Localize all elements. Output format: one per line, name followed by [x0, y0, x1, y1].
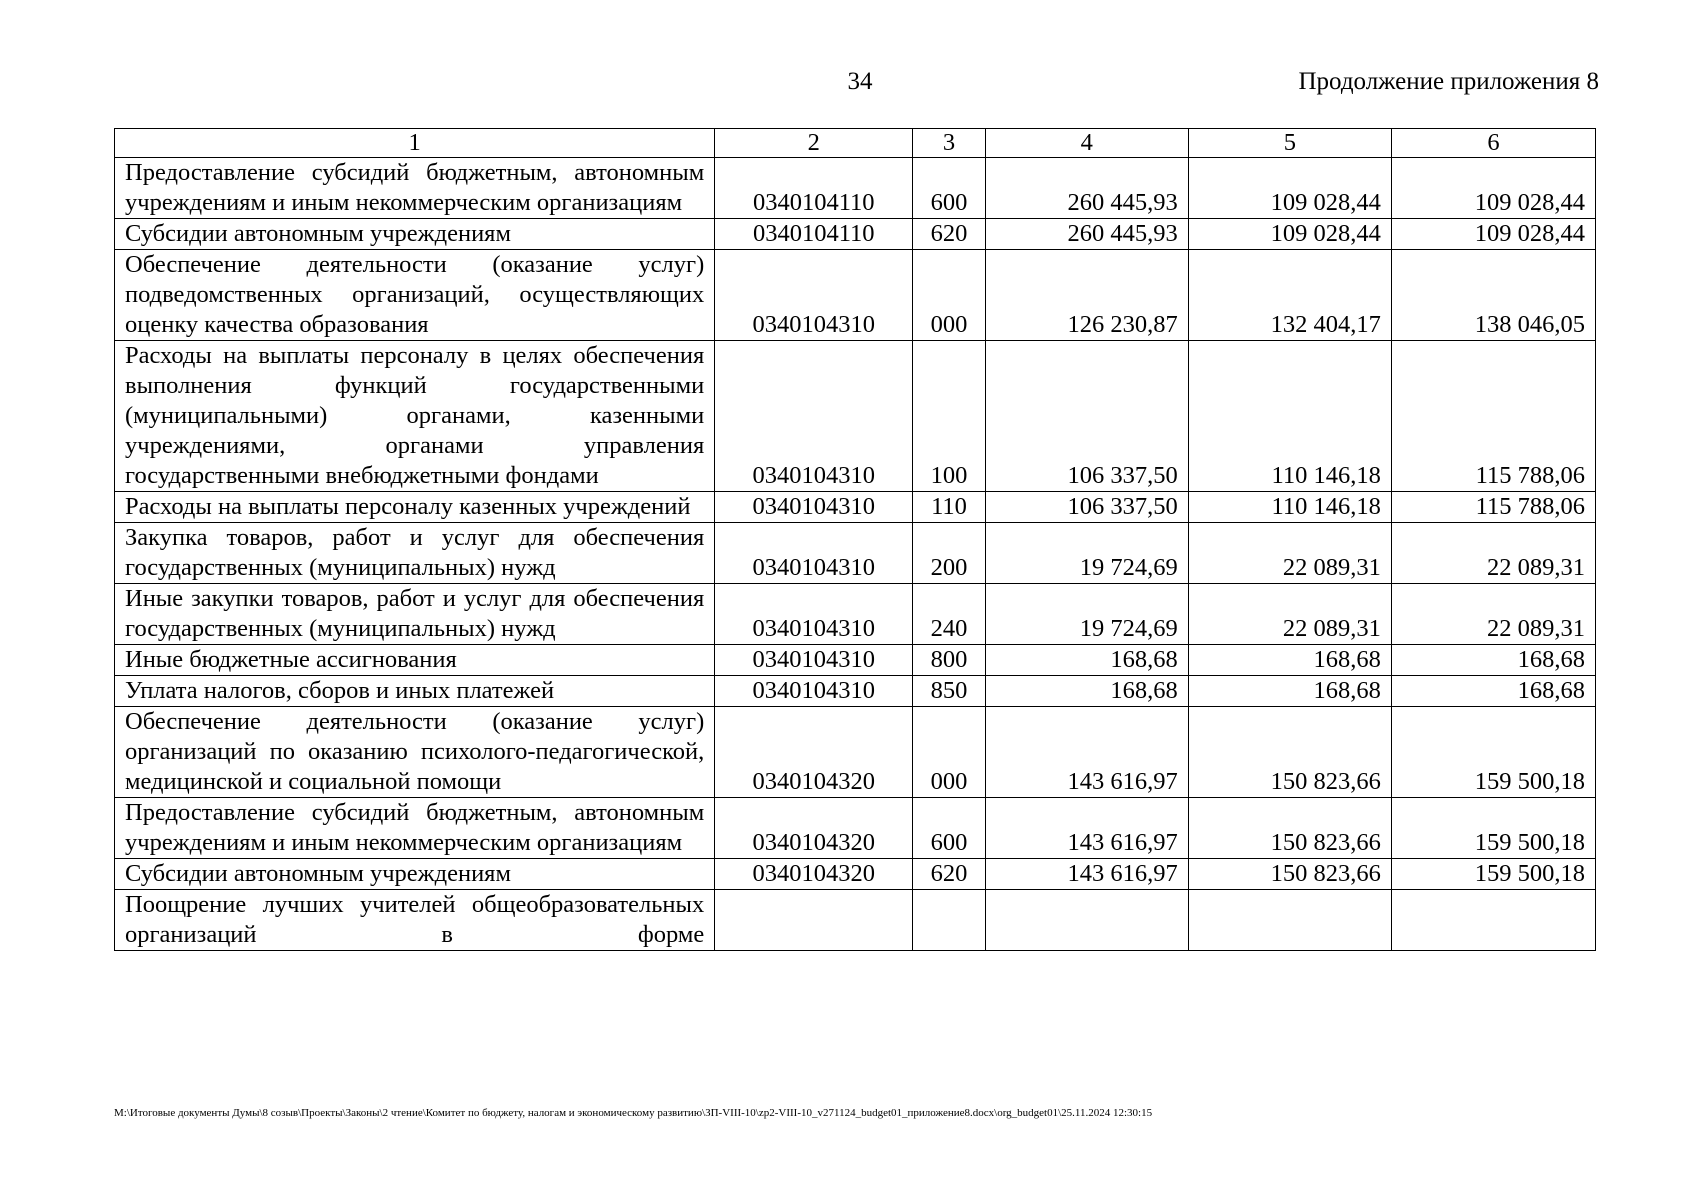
page-number: 34 — [847, 68, 873, 95]
amount-col6: 138 046,05 — [1391, 250, 1595, 341]
amount-col6: 22 089,31 — [1391, 584, 1595, 645]
amount-col5: 109 028,44 — [1188, 158, 1391, 219]
amount-col6: 22 089,31 — [1391, 523, 1595, 584]
column-header: 4 — [985, 129, 1188, 158]
target-article-code: 0340104310 — [715, 492, 913, 523]
expense-type-code: 850 — [913, 676, 985, 707]
target-article-code: 0340104310 — [715, 676, 913, 707]
amount-col5 — [1188, 890, 1391, 951]
expense-name: Обеспечение деятельности (оказание услуг) организаций по оказанию психолого-педагогической, медицинской и социальной помощи — [115, 707, 715, 798]
amount-col4: 143 616,97 — [985, 859, 1188, 890]
amount-col4: 260 445,93 — [985, 219, 1188, 250]
table-row — [115, 890, 1596, 951]
column-header: 2 — [715, 129, 913, 158]
expense-type-code: 110 — [913, 492, 985, 523]
amount-col5: 110 146,18 — [1188, 492, 1391, 523]
amount-col5: 110 146,18 — [1188, 341, 1391, 492]
column-header: 1 — [115, 129, 715, 158]
expense-name: Предоставление субсидий бюджетным, автономным учреждениям и иным некоммерческим организациям — [115, 798, 715, 859]
amount-col5: 168,68 — [1188, 676, 1391, 707]
expense-type-code — [913, 890, 985, 951]
target-article-code: 0340104310 — [715, 645, 913, 676]
amount-col4: 168,68 — [985, 645, 1188, 676]
amount-col6: 159 500,18 — [1391, 798, 1595, 859]
column-header: 6 — [1391, 129, 1595, 158]
expense-type-code: 600 — [913, 798, 985, 859]
appendix-continuation-title: Продолжение приложения 8 — [1298, 68, 1599, 95]
expense-name: Обеспечение деятельности (оказание услуг) подведомственных организаций, осуществляющих оценку качества образования — [115, 250, 715, 341]
target-article-code: 0340104320 — [715, 859, 913, 890]
table-row — [115, 584, 1596, 645]
column-header: 3 — [913, 129, 985, 158]
target-article-code: 0340104310 — [715, 584, 913, 645]
table-row — [115, 250, 1596, 341]
target-article-code: 0340104310 — [715, 250, 913, 341]
target-article-code: 0340104310 — [715, 341, 913, 492]
target-article-code: 0340104320 — [715, 707, 913, 798]
table-row — [115, 645, 1596, 676]
expense-type-code: 600 — [913, 158, 985, 219]
expense-name: Субсидии автономным учреждениям — [115, 859, 715, 890]
expense-type-code: 100 — [913, 341, 985, 492]
table-row — [115, 158, 1596, 219]
amount-col6 — [1391, 890, 1595, 951]
expense-type-code: 200 — [913, 523, 985, 584]
column-header: 5 — [1188, 129, 1391, 158]
target-article-code: 0340104110 — [715, 158, 913, 219]
expense-name: Уплата налогов, сборов и иных платежей — [115, 676, 715, 707]
amount-col6: 168,68 — [1391, 645, 1595, 676]
table-row — [115, 341, 1596, 492]
amount-col4: 19 724,69 — [985, 584, 1188, 645]
table-header-row — [115, 129, 1596, 158]
table-row — [115, 492, 1596, 523]
amount-col6: 168,68 — [1391, 676, 1595, 707]
amount-col5: 22 089,31 — [1188, 584, 1391, 645]
expense-name: Иные закупки товаров, работ и услуг для обеспечения государственных (муниципальных) нужд — [115, 584, 715, 645]
amount-col6: 115 788,06 — [1391, 341, 1595, 492]
amount-col4: 143 616,97 — [985, 798, 1188, 859]
table-row — [115, 859, 1596, 890]
amount-col4: 19 724,69 — [985, 523, 1188, 584]
table-row — [115, 219, 1596, 250]
amount-col5: 109 028,44 — [1188, 219, 1391, 250]
amount-col4: 126 230,87 — [985, 250, 1188, 341]
amount-col4: 168,68 — [985, 676, 1188, 707]
amount-col5: 132 404,17 — [1188, 250, 1391, 341]
expense-name: Субсидии автономным учреждениям — [115, 219, 715, 250]
expense-type-code: 620 — [913, 859, 985, 890]
expense-name: Предоставление субсидий бюджетным, автономным учреждениям и иным некоммерческим организациям — [115, 158, 715, 219]
amount-col6: 109 028,44 — [1391, 158, 1595, 219]
amount-col6: 109 028,44 — [1391, 219, 1595, 250]
target-article-code: 0340104110 — [715, 219, 913, 250]
amount-col6: 159 500,18 — [1391, 859, 1595, 890]
target-article-code: 0340104320 — [715, 798, 913, 859]
expense-type-code: 000 — [913, 707, 985, 798]
table-row — [115, 707, 1596, 798]
expense-type-code: 620 — [913, 219, 985, 250]
amount-col4: 143 616,97 — [985, 707, 1188, 798]
amount-col6: 115 788,06 — [1391, 492, 1595, 523]
target-article-code: 0340104310 — [715, 523, 913, 584]
expense-name: Иные бюджетные ассигнования — [115, 645, 715, 676]
target-article-code — [715, 890, 913, 951]
expense-name: Расходы на выплаты персоналу в целях обеспечения выполнения функций государственными (муниципальными) органами, казенными учреждениями, органами управления государственными внебюджетными фондами — [115, 341, 715, 492]
expense-name: Расходы на выплаты персоналу казенных учреждений — [115, 492, 715, 523]
amount-col5: 168,68 — [1188, 645, 1391, 676]
amount-col5: 150 823,66 — [1188, 798, 1391, 859]
expense-type-code: 000 — [913, 250, 985, 341]
table-row — [115, 798, 1596, 859]
budget-table — [114, 128, 1596, 951]
amount-col4: 106 337,50 — [985, 492, 1188, 523]
amount-col4: 260 445,93 — [985, 158, 1188, 219]
amount-col5: 150 823,66 — [1188, 707, 1391, 798]
expense-type-code: 800 — [913, 645, 985, 676]
amount-col4: 106 337,50 — [985, 341, 1188, 492]
table-row — [115, 523, 1596, 584]
expense-name: Поощрение лучших учителей общеобразовательных организаций в форме — [115, 890, 715, 951]
table-row — [115, 676, 1596, 707]
amount-col4 — [985, 890, 1188, 951]
amount-col6: 159 500,18 — [1391, 707, 1595, 798]
amount-col5: 22 089,31 — [1188, 523, 1391, 584]
expense-name: Закупка товаров, работ и услуг для обеспечения государственных (муниципальных) нужд — [115, 523, 715, 584]
amount-col5: 150 823,66 — [1188, 859, 1391, 890]
expense-type-code: 240 — [913, 584, 985, 645]
document-file-path: M:\Итоговые документы Думы\8 созыв\Проекты\Законы\2 чтение\Комитет по бюджету, налогам и экономическому развитию\ЗП-VIII-10\zp2-VIII-10_v271124_budget01_приложение8.docx\org_budget01\25.11.2024 12:30:15 — [114, 1107, 1153, 1119]
